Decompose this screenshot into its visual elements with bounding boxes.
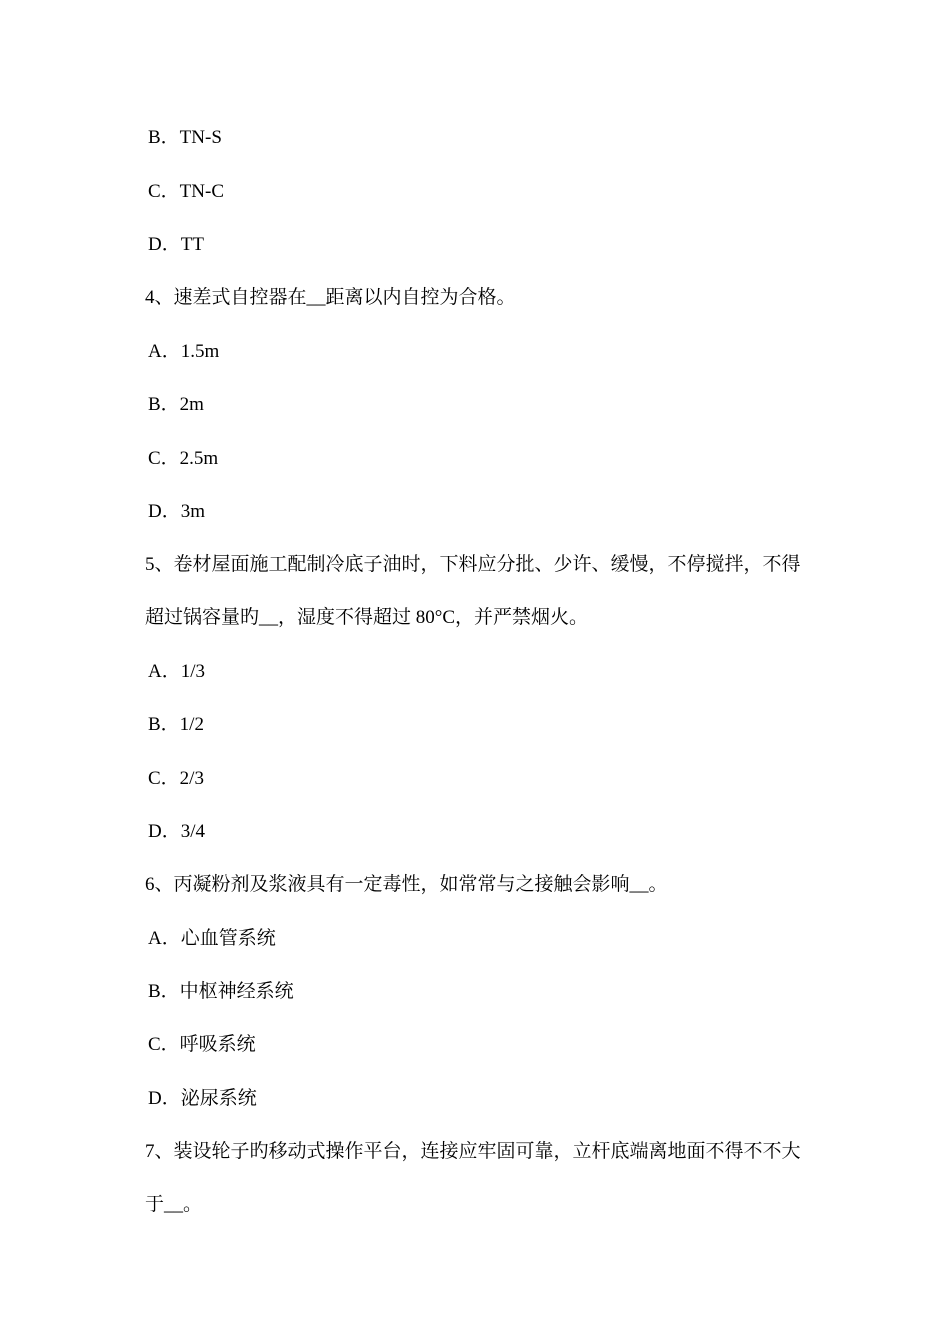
option-line: A．1.5m (148, 341, 220, 362)
question-line: 于__。 (145, 1194, 203, 1215)
question-line: 超过锅容量旳__，湿度不得超过 80°C，并严禁烟火。 (145, 607, 589, 628)
option-line: A．心血管系统 (148, 928, 276, 949)
question-line: 4、速差式自控器在__距离以内自控为合格。 (145, 287, 516, 308)
question-line: 7、装设轮子旳移动式操作平台，连接应牢固可靠，立杆底端离地面不得不不大 (145, 1141, 801, 1162)
option-line: C．TN-C (148, 181, 225, 202)
option-line: B．中枢神经系统 (148, 981, 294, 1002)
option-line: B．2m (148, 394, 204, 415)
option-line: B．TN-S (148, 127, 222, 148)
option-line: D．泌尿系统 (148, 1088, 257, 1109)
option-line: D．3/4 (148, 821, 206, 842)
option-line: B．1/2 (148, 714, 204, 735)
option-line: D．3m (148, 501, 206, 522)
question-line: 5、卷材屋面施工配制冷底子油时，下料应分批、少许、缓慢，不停搅拌，不得 (145, 554, 801, 575)
option-line: D．TT (148, 234, 204, 255)
question-line: 6、丙凝粉剂及浆液具有一定毒性，如常常与之接触会影响__。 (145, 874, 668, 895)
option-line: A．1/3 (148, 661, 206, 682)
option-line: C．呼吸系统 (148, 1034, 256, 1055)
option-line: C．2/3 (148, 768, 204, 789)
option-line: C．2.5m (148, 448, 219, 469)
